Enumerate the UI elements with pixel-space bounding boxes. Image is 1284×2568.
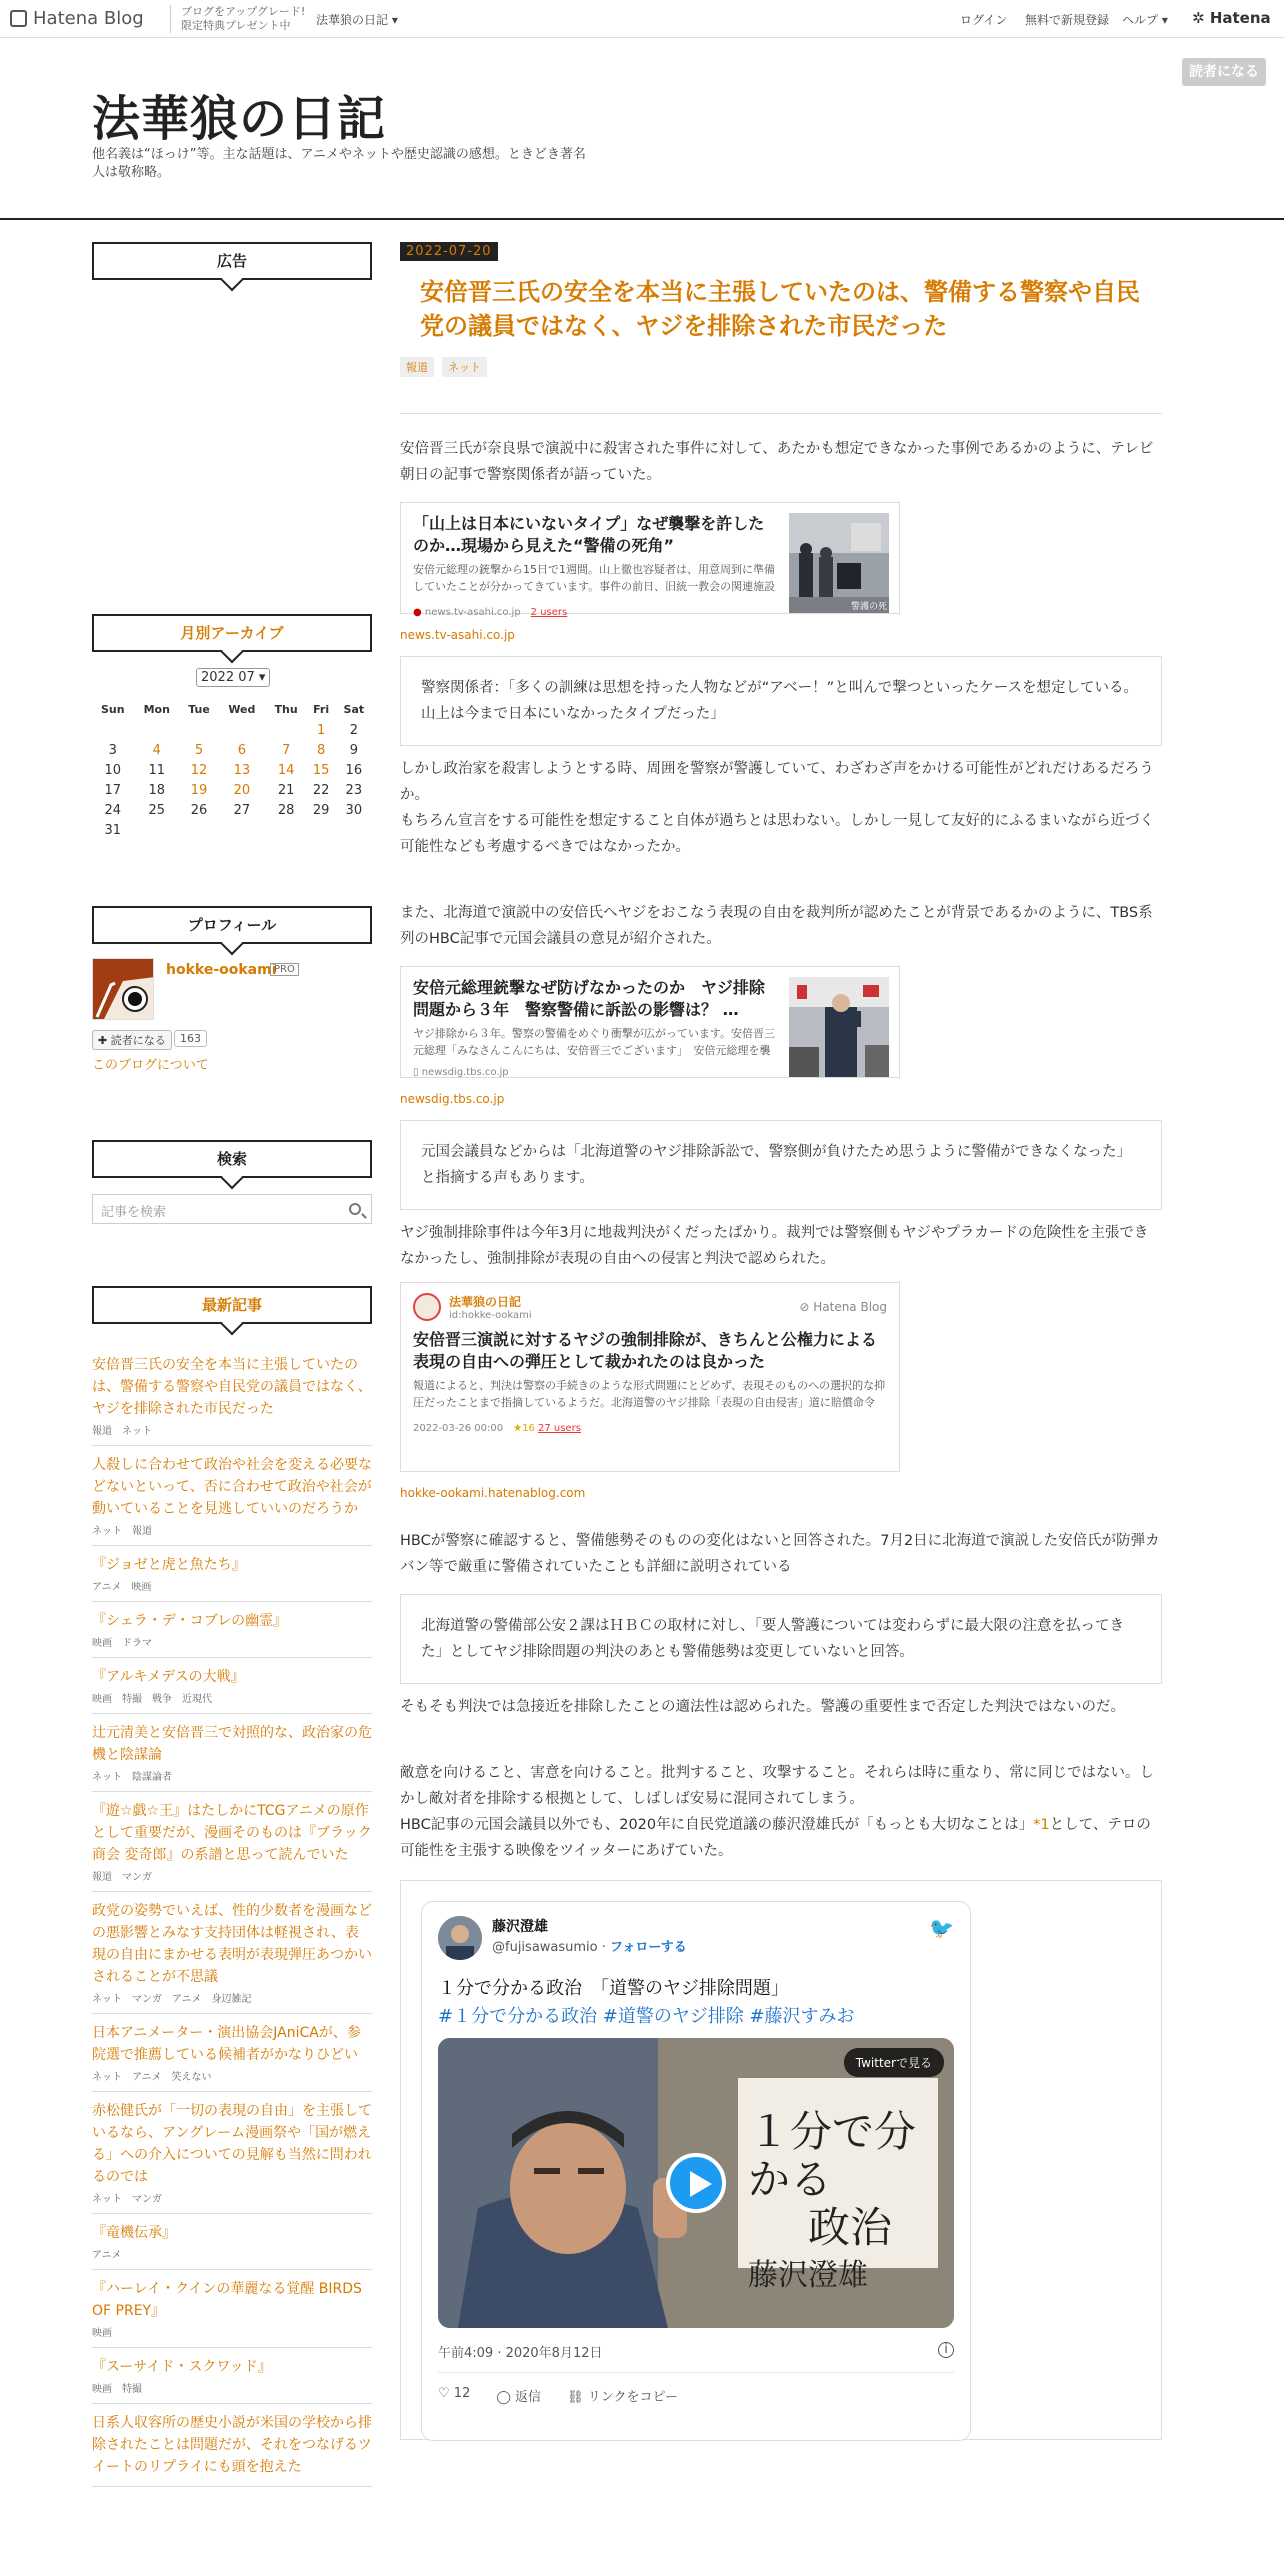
tweet-follow-button[interactable]: フォローする: [610, 1940, 687, 1955]
recent-entry-tags: [92, 1634, 372, 1649]
paragraph: 安倍晋三氏が奈良県で演説中に殺害された事件に対して、あたかも想定できなかった事例であるかのように、テレビ朝日の記事で警察関係者が語っていた。: [400, 441, 1154, 483]
paragraph: もちろん宣言をする可能性を想定すること自体が過ちとは思わない。しかし一見して友好的にふるまいながら近づく可能性なども考慮するべきではなかったか。: [400, 813, 1154, 855]
follower-count[interactable]: 163: [174, 1030, 207, 1047]
recent-entry-title[interactable]: 政党の姿勢でいえば、性的少数者を漫画などの悪影響とみなす支持団体は軽視され、表現の自由にまかせる表明が表現弾圧あつかいされることが不思議: [92, 1903, 372, 1985]
recent-entry-title[interactable]: 日系人収容所の歴史小説が米国の学校から排除されたことは問題だが、それをつなげるツイートのリプライにも頭を抱えた: [92, 2415, 372, 2475]
source-link[interactable]: news.tv-asahi.co.jp: [400, 628, 515, 642]
calendar-day: 10: [104, 762, 122, 778]
calendar-weekday: Wed: [228, 702, 256, 716]
calendar-day[interactable]: 12: [190, 762, 208, 778]
ad-widget: [92, 242, 372, 280]
recent-entry[interactable]: [92, 1346, 372, 1446]
embed-blog-name[interactable]: 法華狼の日記: [449, 1295, 522, 1309]
paragraph: HBC記事の元国会議員以外でも、2020年に自民党道議の藤沢澄雄氏が「もっとも大切なことは」*1として、テロの可能性を主張する映像をツイッターにあげていた。: [400, 1817, 1151, 1859]
calendar-day: 24: [104, 802, 122, 818]
recent-entry-title[interactable]: 赤松健氏が「一切の表現の自由」を主張しているなら、アングレーム漫画祭や「国が燃える」への介入についての見解も当然に問われるのでは: [92, 2103, 372, 2185]
embed-title[interactable]: 安倍元総理銃撃なぜ防げなかったのか ヤジ排除問題から３年 警察警備に訴訟の影響は？ …: [413, 978, 765, 1019]
recent-entry-tag[interactable]: 戦争: [152, 1694, 172, 1705]
recent-entry-tag[interactable]: 特撮: [122, 1694, 142, 1705]
calendar-day: [266, 720, 307, 740]
blockquote: 元国会議員などからは「北海道警のヤジ排除訴訟で、警察側が負けたため思うように警備ができなくなった」と指摘する声もあります。: [400, 1120, 1162, 1210]
tweet-card[interactable]: [421, 1901, 971, 2441]
svg-text:警護の死: 警護の死: [851, 602, 888, 612]
recent-entry-tags: [92, 1522, 372, 1537]
recent-entry-tag[interactable]: ネット: [92, 1526, 122, 1537]
tweet-avatar[interactable]: [438, 1916, 482, 1960]
recent-entry-tags: [92, 2324, 372, 2339]
recent-entry-title[interactable]: 『シェラ・デ・コブレの幽霊』: [92, 1613, 288, 1629]
recent-entry-tag[interactable]: 特撮: [122, 2384, 142, 2395]
hatena-logo-icon: [10, 10, 27, 27]
calendar-day[interactable]: 19: [190, 782, 208, 798]
recent-entry-tag[interactable]: ネット: [92, 2072, 122, 2083]
calendar-day: [134, 820, 180, 840]
recent-entry-tags: [92, 1690, 372, 1705]
recent-entry-tags: [92, 2068, 372, 2083]
watch-on-twitter-button[interactable]: Twitterで見る: [844, 2048, 944, 2077]
recent-entry-title[interactable]: 『アルキメデスの大戦』: [92, 1669, 245, 1685]
embed-card-tv-asahi[interactable]: [400, 502, 900, 618]
login-link[interactable]: ログイン: [960, 13, 1008, 27]
footnote-link[interactable]: *1: [1033, 1817, 1050, 1833]
recent-entry-tag[interactable]: ネット: [92, 1994, 122, 2005]
calendar-day: [336, 820, 372, 840]
recent-entry-tag[interactable]: 報道: [92, 1426, 112, 1437]
recent-entry[interactable]: [92, 1792, 372, 1892]
embed-description: ヤジ排除から３年。警察の警備をめぐり衝撃が広がっています。安倍晋三元総理「みなさんこんにちは、安倍晋三でございます」 安倍元総理を襲: [413, 1027, 776, 1057]
recent-entry-title[interactable]: 『遊☆戯☆王』はたしかにTCGアニメの原作として重要だが、漫画そのものは『ブラック商会 変奇郎』の系譜と思って読んでいた: [92, 1803, 372, 1863]
archive-widget-title[interactable]: 月別アーカイブ: [92, 614, 372, 652]
embed-card-tbs[interactable]: [400, 966, 900, 1078]
calendar-day: [266, 820, 307, 840]
embed-thumbnail: [789, 513, 889, 613]
bookmark-users[interactable]: 27 users: [538, 1423, 581, 1434]
global-header: [0, 0, 1284, 38]
page-favicon-icon: ▯: [413, 1067, 419, 1078]
recent-entry[interactable]: [92, 2270, 372, 2348]
profile-name[interactable]: hokke-ookami: [166, 962, 277, 978]
entry-categories: [400, 357, 1162, 377]
calendar-day: [307, 820, 336, 840]
calendar-day[interactable]: 20: [233, 782, 251, 798]
calendar-day: 21: [277, 782, 295, 798]
like-action[interactable]: ♡ 12: [438, 2386, 471, 2401]
search-widget-title: 検索: [92, 1140, 372, 1178]
calendar-day: 23: [345, 782, 363, 798]
calendar-day: 3: [108, 742, 117, 758]
recent-entry[interactable]: [92, 1892, 372, 2014]
calendar-day: 2: [349, 722, 358, 738]
recent-entry-tag[interactable]: ネット: [92, 2194, 122, 2205]
calendar-day: 25: [148, 802, 166, 818]
profile-avatar[interactable]: [92, 958, 154, 1020]
search-widget: [92, 1140, 372, 1240]
hatena-blog-brand: ⊘ Hatena Blog: [799, 1300, 887, 1314]
recent-entry-tag[interactable]: 報道: [92, 1872, 112, 1883]
hatena-blog-logo[interactable]: Hatena Blog: [10, 8, 144, 29]
blog-avatar[interactable]: [413, 1293, 441, 1321]
recent-entry[interactable]: [92, 1546, 372, 1602]
calendar-day[interactable]: 7: [281, 742, 291, 758]
hatena-blog-icon: ⊘: [799, 1300, 810, 1314]
tweet-video[interactable]: [438, 2038, 954, 2328]
calendar-weekday: Tue: [188, 702, 210, 716]
archive-month-select[interactable]: 2022 07 ▾: [196, 668, 270, 687]
subscribe-button[interactable]: 読者になる: [1182, 58, 1266, 86]
paragraph: また、北海道で演説中の安倍氏へヤジをおこなう表現の自由を裁判所が認めたことが背景であるかのように、TBS系列のHBC記事で元国会議員の意見が紹介された。: [400, 905, 1153, 947]
recent-entry-tag[interactable]: ネット: [92, 1772, 122, 1783]
recent-entry-tags: [92, 1868, 372, 1883]
embed-source: ● news.tv-asahi.co.jp 2 users: [413, 607, 568, 618]
recent-entry-tag[interactable]: ネット: [122, 1426, 152, 1437]
paragraph: しかし政治家を殺害しようとする時、周囲を警察が警護していて、わざわざ声をかける可能性がどれだけあるだろうか。: [400, 761, 1154, 803]
calendar-weekday: Sat: [343, 702, 365, 716]
source-link[interactable]: hokke-ookami.hatenablog.com: [400, 1486, 586, 1500]
archive-calendar: [92, 698, 372, 840]
calendar-day[interactable]: 4: [152, 742, 161, 758]
calendar-day: 17: [104, 782, 122, 798]
calendar-day: 29: [312, 802, 330, 818]
embed-title[interactable]: 「山上は日本にいないタイプ」なぜ襲撃を許したのか…現場から見えた“警備の死角”: [413, 514, 765, 555]
calendar-day: 18: [148, 782, 166, 798]
recent-entry-tags: [92, 1578, 372, 1593]
calendar-day: 28: [277, 802, 295, 818]
recent-entry-tag[interactable]: 笑えない: [171, 2072, 212, 2083]
embed-title[interactable]: 安倍晋三演説に対するヤジの強制排除が、きちんと公権力による表現の自由への弾圧として裁かれたのは良かった: [413, 1330, 877, 1371]
recent-entry-tag[interactable]: 報道: [132, 1526, 152, 1537]
title-divider: [400, 413, 1162, 414]
recent-entry-tag[interactable]: 映画: [92, 2328, 112, 2339]
calendar-day: 27: [233, 802, 251, 818]
follow-button[interactable]: ✚ 読者になる: [92, 1030, 172, 1050]
calendar-weekday: Sun: [100, 702, 125, 716]
recent-entry-tag[interactable]: 陰謀論者: [132, 1772, 172, 1783]
embed-description: 報道によると、判決は警察の手続きのような形式問題にとどめず、表現そのものへの選択的な抑圧だったことまで指摘しているようだ。北海道警のヤジ排除「表現の自由侵害」道に賠償命令: [413, 1379, 886, 1409]
recent-entry[interactable]: [92, 2092, 372, 2214]
calendar-day: 11: [148, 762, 166, 778]
calendar-day[interactable]: 1: [316, 722, 326, 738]
recent-entry-title[interactable]: 安倍晋三氏の安全を本当に主張していたのは、警備する警察や自民党の議員ではなく、ヤジを排除された市民だった: [92, 1357, 372, 1417]
paragraph: ヤジ強制排除事件は今年3月に地裁判決がくだったばかり。裁判では警察側もヤジやプラカードの危険性を主張できなかったし、強制排除が表現の自由への侵害と判決で認められた。: [400, 1225, 1149, 1267]
calendar-weekday: Fri: [313, 702, 330, 716]
tweet-divider: [438, 2372, 954, 2373]
recent-list: [92, 1346, 372, 2487]
link-icon: ⛓: [567, 2390, 584, 2405]
calendar-day: [218, 720, 266, 740]
about-blog-link[interactable]: このブログについて: [92, 1058, 209, 1073]
recent-entry-tag[interactable]: マンガ: [132, 2194, 162, 2205]
calendar-day: [218, 820, 266, 840]
recent-entry-title[interactable]: 辻元清美と安倍晋三で対照的な、政治家の危機と陰謀論: [92, 1725, 372, 1763]
recent-entry[interactable]: [92, 2404, 372, 2487]
tweet-hashtags[interactable]: #１分で分かる政治 #道警のヤジ排除 #藤沢すみお: [438, 2006, 855, 2027]
recent-entry-tag[interactable]: アニメ: [92, 2250, 122, 2261]
calendar-weekday: Mon: [143, 702, 170, 716]
tv-asahi-favicon-icon: ●: [413, 607, 422, 618]
recent-entry[interactable]: [92, 2348, 372, 2404]
archive-widget: [92, 614, 372, 854]
tweet-actions: [438, 2386, 678, 2405]
paragraph: 敵意を向けること、害意を向けること。批判すること、攻撃すること。それらは時に重なり、常に同じではない。しかし敵対者を排除する根拠として、しばしば安易に混同されてしまう。: [400, 1765, 1154, 1807]
calendar-day: 9: [349, 742, 358, 758]
recent-entry[interactable]: [92, 2014, 372, 2092]
heart-icon: ♡: [438, 2386, 450, 2401]
recent-entry-title[interactable]: 『ジョゼと虎と魚たち』: [92, 1557, 246, 1573]
reply-icon: ◯: [496, 2390, 511, 2405]
recent-entry-tag[interactable]: 映画: [92, 1694, 112, 1705]
recent-widget: [92, 1286, 372, 2568]
embed-blog-header: [413, 1293, 887, 1321]
upgrade-promo[interactable]: ブログをアップグレード! 限定特典プレゼント中: [170, 5, 305, 33]
recent-entry-tag[interactable]: アニメ: [172, 1994, 202, 2005]
search-input[interactable]: 記事を検索: [92, 1194, 372, 1224]
embed-thumbnail: [789, 977, 889, 1077]
calendar-day: 30: [345, 802, 363, 818]
search-icon[interactable]: [349, 1203, 361, 1215]
calendar-day: [134, 720, 180, 740]
recent-entry[interactable]: [92, 1714, 372, 1792]
calendar-day: 26: [190, 802, 208, 818]
paragraph: そもそも判決では急接近を排除したことの適法性は認められた。警護の重要性まで否定した判決ではないのだ。: [400, 1699, 1125, 1715]
embed-meta: 2022-03-26 00:00 ★16 27 users: [413, 1423, 581, 1434]
calendar-day: 22: [312, 782, 330, 798]
recent-entry[interactable]: [92, 2214, 372, 2270]
header-divider: [0, 218, 1284, 220]
recent-entry-tag[interactable]: アニメ: [92, 1582, 122, 1593]
recent-entry[interactable]: [92, 1602, 372, 1658]
source-link[interactable]: newsdig.tbs.co.jp: [400, 1092, 505, 1106]
tweet-author-handle: @fujisawasumio · フォローする: [492, 1940, 687, 1955]
category-tag[interactable]: 報道: [400, 357, 434, 377]
recent-entry-title[interactable]: 人殺しに合わせて政治や社会を変える必要などないといって、否に合わせて政治や社会が動いていることを見逃していいのだろうか: [92, 1457, 372, 1517]
recent-entry-tags: [92, 1422, 372, 1437]
recent-widget-title: 最新記事: [92, 1286, 372, 1324]
profile-widget-title: プロフィール: [92, 906, 372, 944]
bookmark-users[interactable]: 2 users: [530, 607, 568, 618]
ad-widget-title: 広告: [92, 242, 372, 280]
recent-entry-tag[interactable]: 近現代: [182, 1694, 212, 1705]
paragraph: HBCが警察に確認すると、警備態勢そのものの変化はないと回答された。7月2日に北海道で演説した安倍氏が防弾カバン等で厳重に警備されていたことも詳細に説明されている: [400, 1533, 1160, 1575]
embed-blog-id: id:hokke-ookami: [449, 1310, 532, 1321]
entry-title[interactable]: 安倍晋三氏の安全を本当に主張していたのは、警備する警察や自民党の議員ではなく、ヤジを排除された市民だった: [420, 278, 1140, 340]
calendar-day: 31: [104, 822, 122, 838]
calendar-day[interactable]: 8: [316, 742, 326, 758]
recent-entry[interactable]: [92, 1658, 372, 1714]
calendar-day: [92, 720, 134, 740]
recent-entry-tag[interactable]: アニメ: [132, 2072, 162, 2083]
entry-date[interactable]: 2022-07-20: [400, 242, 498, 261]
blog-description: 他名義は“ほっけ”等。主な話題は、アニメやネットや歴史認識の感想。ときどき著名人は敬称略。: [92, 147, 586, 180]
hatena-mark-icon: ✲: [1192, 9, 1205, 27]
recent-entry-tags: [92, 2380, 372, 2395]
help-menu[interactable]: ヘルプ ▾: [1122, 13, 1168, 27]
recent-entry-tag[interactable]: マンガ: [132, 1994, 162, 2005]
tweet-text: １分で分かる政治 「道警のヤジ排除問題」: [438, 1978, 789, 1999]
calendar-day[interactable]: 5: [194, 742, 204, 758]
calendar-day[interactable]: 6: [237, 742, 246, 758]
calendar-day[interactable]: 13: [233, 762, 251, 778]
recent-entry-tag[interactable]: マンガ: [122, 1872, 152, 1883]
signup-link[interactable]: 無料で新規登録: [1025, 13, 1110, 27]
recent-entry-tags: [92, 2246, 372, 2261]
tweet-embed-container: [400, 1880, 1162, 2440]
blockquote: 警察関係者：「多くの訓練は思想を持った人物などが“アベー！”と叫んで撃つといったケースを想定している。山上は今まで日本にいなかったタイプだった」: [400, 656, 1162, 746]
calendar-day: 16: [345, 762, 363, 778]
pro-badge: PRO: [270, 963, 299, 976]
video-sign-text: １分で分かる 政治 藤沢澄雄: [748, 2107, 917, 2293]
recent-entry-tag[interactable]: 身辺雑記: [211, 1994, 252, 2005]
copy-link-action[interactable]: ⛓ リンクをコピー: [567, 2390, 678, 2405]
recent-entry-title[interactable]: 『スーサイド・スクワッド』: [92, 2359, 272, 2375]
embed-card-hatena[interactable]: [400, 1282, 900, 1472]
recent-entry-tags: [92, 1990, 372, 2005]
recent-entry-tag[interactable]: 映画: [92, 2384, 112, 2395]
tweet-author-name[interactable]: 藤沢澄雄: [492, 1919, 548, 1935]
embed-description: 安倍元総理の銃撃から15日で1週間。山上徹也容疑者は、用意周到に準備していたことが分かってきています。事件の前日、旧統一教会の関連施設: [413, 563, 776, 593]
recent-entry-title[interactable]: 『ハーレイ・クインの華麗なる覚醒 BIRDS OF PREY』: [92, 2281, 362, 2319]
info-icon[interactable]: i: [938, 2342, 954, 2358]
recent-entry[interactable]: [92, 1446, 372, 1546]
calendar-day[interactable]: 15: [312, 762, 330, 778]
recent-entry-tag[interactable]: ドラマ: [122, 1638, 152, 1649]
entry: [400, 240, 1162, 2440]
category-tag[interactable]: ネット: [442, 357, 487, 377]
calendar-weekday: Thu: [274, 702, 298, 716]
calendar-day: [180, 720, 218, 740]
blockquote: 北海道警の警備部公安２課はＨＢＣの取材に対し、「要人警護については変わらずに最大限の注意を払ってきた」としてヤジ排除問題の判決のあとも警備態勢は変更していないと回答。: [400, 1594, 1162, 1684]
recent-entry-tags: [92, 2190, 372, 2205]
recent-entry-title[interactable]: 『竜機伝承』: [92, 2225, 176, 2241]
profile-widget: [92, 906, 372, 1086]
twitter-bird-icon[interactable]: 🐦: [929, 1916, 954, 1940]
recent-entry-tags: [92, 1768, 372, 1783]
calendar-day: [180, 820, 218, 840]
blog-title[interactable]: 法華狼の日記: [92, 91, 387, 147]
recent-entry-tag[interactable]: 映画: [92, 1638, 112, 1649]
blog-menu[interactable]: 法華狼の日記 ▾: [316, 13, 398, 27]
play-icon[interactable]: [666, 2153, 726, 2213]
tweet-timestamp[interactable]: 午前4:09 · 2020年8月12日: [438, 2346, 603, 2361]
reply-action[interactable]: ◯ 返信: [496, 2390, 542, 2405]
recent-entry-title[interactable]: 日本アニメーター・演出協会JAniCAが、参院選で推薦している候補者がかなりひどい: [92, 2025, 361, 2063]
hatena-brand-link[interactable]: ✲ Hatena: [1192, 9, 1271, 27]
star-count[interactable]: ★16: [513, 1423, 535, 1434]
calendar-day[interactable]: 14: [277, 762, 295, 778]
recent-entry-tag[interactable]: 映画: [131, 1582, 152, 1593]
embed-source: ▯ newsdig.tbs.co.jp: [413, 1067, 509, 1078]
